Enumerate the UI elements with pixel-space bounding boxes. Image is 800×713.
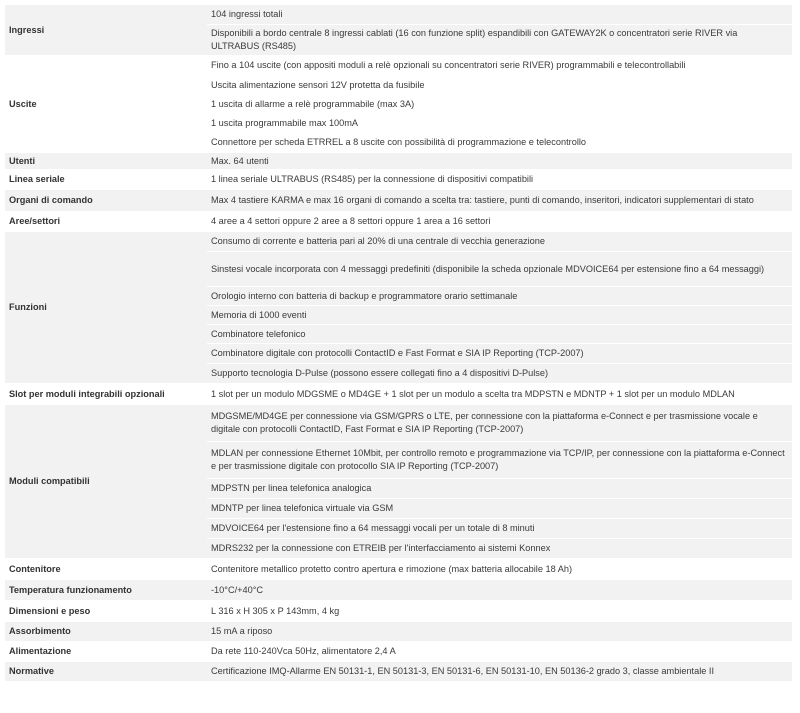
spec-label: Uscite: [5, 56, 207, 153]
table-row: [5, 622, 792, 642]
table-row: [5, 601, 792, 622]
spec-value: Combinatore telefonico: [207, 325, 792, 344]
spec-value: 15 mA a riposo: [207, 622, 792, 642]
spec-label: Ingressi: [5, 5, 207, 56]
spec-value: 1 uscita programmabile max 100mA: [207, 114, 792, 133]
spec-value: 4 aree a 4 settori oppure 2 aree a 8 settori oppure 1 area a 16 settori: [207, 212, 792, 232]
table-row: [5, 642, 792, 662]
spec-value: Memoria di 1000 eventi: [207, 306, 792, 325]
spec-value: MDNTP per linea telefonica virtuale via GSM: [207, 499, 792, 519]
table-row: [5, 212, 792, 232]
table-row: [5, 662, 792, 682]
table-row: [5, 56, 792, 76]
spec-value: Consumo di corrente e batteria pari al 20% di una centrale di vecchia generazione: [207, 232, 792, 252]
table-row: [5, 190, 792, 212]
spec-value: Max 4 tastiere KARMA e max 16 organi di comando a scelta tra: tastiere, punti di comando, inseritori, indicatori supplementari di stato: [207, 190, 792, 212]
spec-value: Certificazione IMQ-Allarme EN 50131-1, EN 50131-3, EN 50131-6, EN 50131-10, EN 50136-2 grado 3, classe ambientale II: [207, 662, 792, 682]
spec-value: MDLAN per connessione Ethernet 10Mbit, per controllo remoto e programmazione via TCP/IP, per connessione con la piattaforma e-Connect e per trasmissione digitale con protocollo SIA IP Reporting (TCP-2007): [207, 442, 792, 479]
spec-label: Organi di comando: [5, 190, 207, 212]
spec-value: MDPSTN per linea telefonica analogica: [207, 479, 792, 499]
spec-value: Connettore per scheda ETRREL a 8 uscite con possibilità di programmazione e telecontrollo: [207, 133, 792, 153]
spec-value: Supporto tecnologia D-Pulse (possono essere collegati fino a 4 dispositivi D-Pulse): [207, 364, 792, 384]
spec-value: Combinatore digitale con protocolli ContactID e Fast Format e SIA IP Reporting (TCP-2007): [207, 344, 792, 364]
spec-value: MDRS232 per la connessione con ETREIB per l'interfacciamento ai sistemi Konnex: [207, 539, 792, 559]
spec-label: Aree/settori: [5, 212, 207, 232]
spec-value: -10°C/+40°C: [207, 580, 792, 601]
table-row: [5, 580, 792, 601]
spec-label: Alimentazione: [5, 642, 207, 662]
spec-value: MDGSME/MD4GE per connessione via GSM/GPRS o LTE, per connessione con la piattaforma e-Connect e per trasmissione vocale e digitale con protocolli ContactID, Fast Format e SIA IP Reporting (TCP-2007): [207, 405, 792, 442]
table-row: [5, 405, 792, 442]
specifications-table: [5, 5, 792, 682]
specifications-body: [5, 5, 792, 682]
spec-value: Disponibili a bordo centrale 8 ingressi cablati (16 con funzione split) espandibili con GATEWAY2K o concentratori serie RIVER via ULTRABUS (RS485): [207, 25, 792, 56]
spec-value: Uscita alimentazione sensori 12V protetta da fusibile: [207, 76, 792, 95]
spec-value: 104 ingressi totali: [207, 5, 792, 25]
table-row: [5, 384, 792, 405]
table-row: [5, 232, 792, 252]
spec-label: Moduli compatibili: [5, 405, 207, 559]
spec-label: Assorbimento: [5, 622, 207, 642]
table-row: [5, 170, 792, 190]
spec-label: Dimensioni e peso: [5, 601, 207, 622]
spec-value: 1 uscita di allarme a relè programmabile (max 3A): [207, 95, 792, 114]
table-row: [5, 559, 792, 580]
spec-value: 1 linea seriale ULTRABUS (RS485) per la connessione di dispositivi compatibili: [207, 170, 792, 190]
spec-label: Normative: [5, 662, 207, 682]
table-row: [5, 5, 792, 25]
spec-value: Max. 64 utenti: [207, 153, 792, 170]
spec-value: 1 slot per un modulo MDGSME o MD4GE + 1 slot per un modulo a scelta tra MDPSTN e MDNTP + 1 slot per un modulo MDLAN: [207, 384, 792, 405]
spec-label: Temperatura funzionamento: [5, 580, 207, 601]
spec-value: Orologio interno con batteria di backup e programmatore orario settimanale: [207, 287, 792, 306]
spec-value: Da rete 110-240Vca 50Hz, alimentatore 2,4 A: [207, 642, 792, 662]
spec-value: MDVOICE64 per l'estensione fino a 64 messaggi vocali per un totale di 8 minuti: [207, 519, 792, 539]
table-row: [5, 153, 792, 170]
spec-label: Funzioni: [5, 232, 207, 384]
spec-value: L 316 x H 305 x P 143mm, 4 kg: [207, 601, 792, 622]
spec-value: Contenitore metallico protetto contro apertura e rimozione (max batteria allocabile 18 Ah): [207, 559, 792, 580]
spec-value: Sinstesi vocale incorporata con 4 messaggi predefiniti (disponibile la scheda opzionale MDVOICE64 per estensione fino a 64 messaggi): [207, 252, 792, 287]
spec-value: Fino a 104 uscite (con appositi moduli a relè opzionali su concentratori serie RIVER) programmabili e telecontrollabili: [207, 56, 792, 76]
spec-label: Utenti: [5, 153, 207, 170]
spec-label: Slot per moduli integrabili opzionali: [5, 384, 207, 405]
spec-label: Contenitore: [5, 559, 207, 580]
spec-label: Linea seriale: [5, 170, 207, 190]
